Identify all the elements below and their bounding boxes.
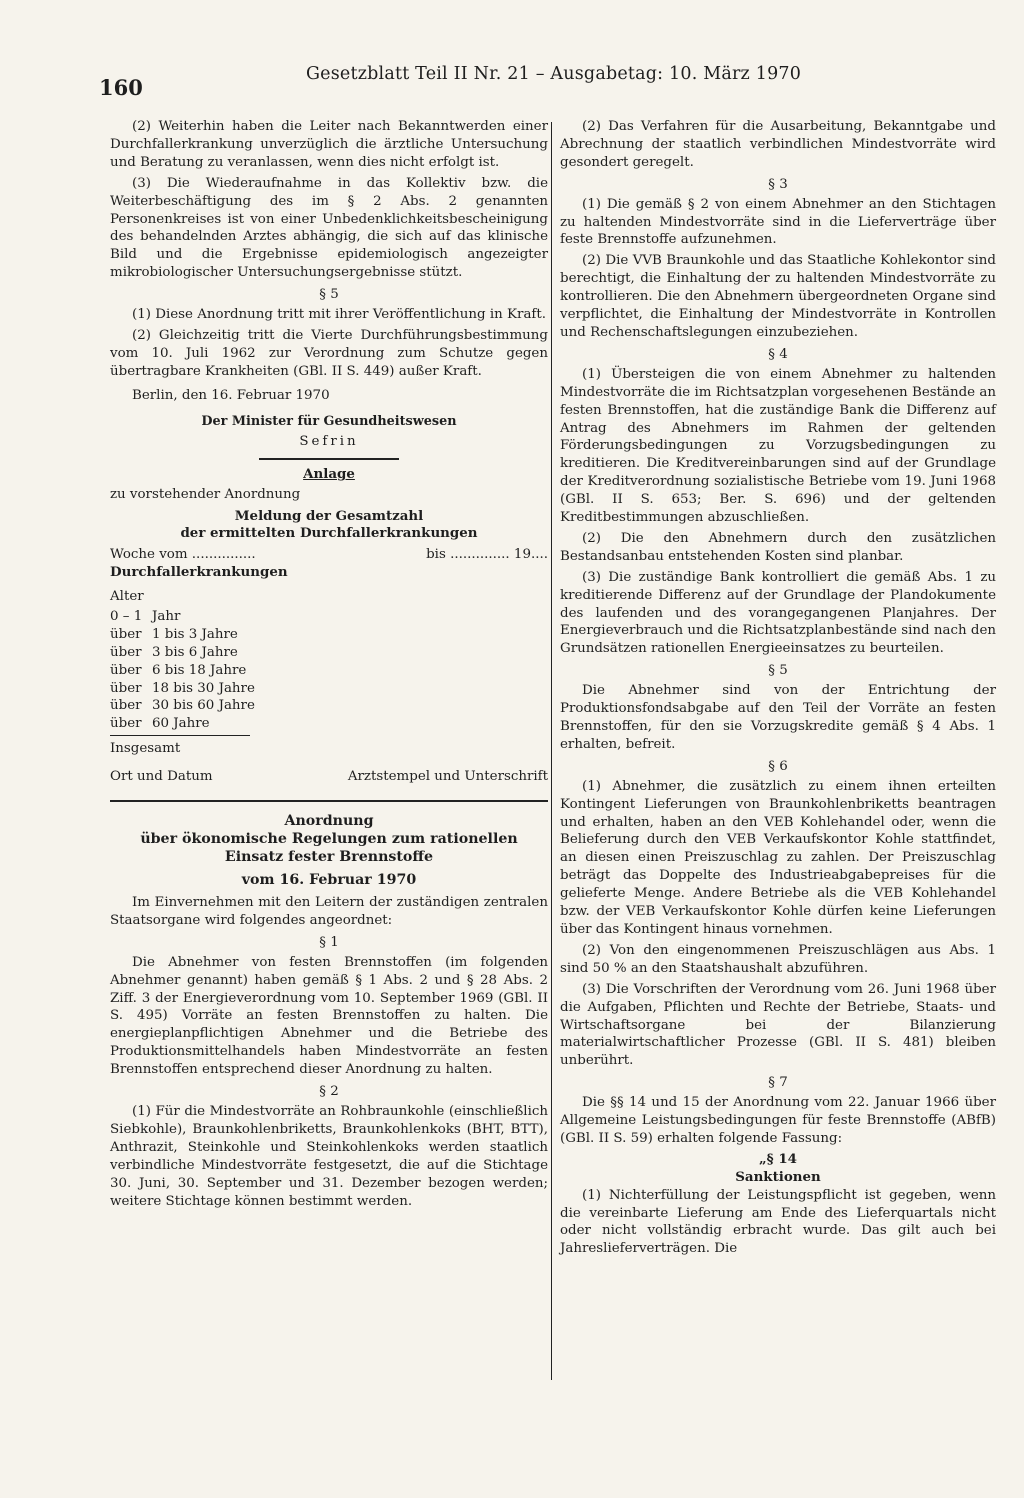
section-heading: § 5 xyxy=(319,287,339,303)
age-label: Alter xyxy=(110,589,144,605)
section-heading: § 6 xyxy=(768,758,788,774)
paragraph: (2) Die den Abnehmern durch den zusätzlichen Bestandsanbau entstehenden Kosten sind planbar. xyxy=(560,530,996,564)
section-subtitle: Sanktionen xyxy=(735,1168,821,1185)
paragraph: (3) Die zuständige Bank kontrolliert die gemäß Abs. 1 zu kreditierende Differenz auf der Grundlage der Plandokumente des laufenden und des vorangegangenen Planjahres. Der Energieverbrauch und die Richtsatzplanbestände sind nach den Grundsätzen rationellen Energieeinsatzes zu beurteilen. xyxy=(560,569,996,657)
running-head: Gesetzblatt Teil II Nr. 21 – Ausgabetag: 10. März 1970 xyxy=(306,64,802,84)
paragraph: (1) Für die Mindestvorräte an Rohbraunkohle (einschließlich Siebkohle), Braunkohlenbriketts, Braunkohlenkoks (BHT, BTT), Anthrazit, Steinkohle und Steinkohlenkoks werden staatlich verbindliche Mindestvorräte festgesetzt, die auf die Stichtage 30. Juni, 30. September und 31. Dezember bezogen werden; weitere Stichtage können bestimmt werden. xyxy=(110,1103,548,1209)
age-row: über 60 Jahre xyxy=(110,716,210,732)
annex-title: Anlage xyxy=(303,466,355,483)
paragraph: (3) Die Vorschriften der Verordnung vom 26. Juni 1968 über die Aufgaben, Pflichten und Rechte der Betriebe, Staats- und Wirtschaftsorgane bei der Bilanzierung materialwirtschaftlicher Prozesse (GBl. II S. 481) bleiben unberührt. xyxy=(560,981,996,1069)
ordinance-title-line: über ökonomische Regelungen zum rationellen xyxy=(140,831,518,848)
paragraph: (2) Gleichzeitig tritt die Vierte Durchführungsbestimmung vom 10. Juli 1962 zur Verordnung zum Schutze gegen übertragbare Krankheiten (GBl. II S. 449) außer Kraft. xyxy=(110,327,548,379)
section-heading: § 4 xyxy=(768,346,788,362)
week-line xyxy=(110,546,548,564)
paragraph: Die §§ 14 und 15 der Anordnung vom 22. Januar 1966 über Allgemeine Leistungsbedingungen für feste Brennstoffe (ABfB) (GBl. II S. 59) erhalten folgende Fassung: xyxy=(560,1095,996,1146)
ordinance-title-line: Anordnung xyxy=(284,813,374,830)
section-heading: § 5 xyxy=(768,663,788,679)
paragraph: Die Abnehmer sind von der Entrichtung der Produktionsfondsabgabe auf den Teil der Vorräte an festen Brennstoffen, für den sie Vorzugskredite gemäß § 4 Abs. 1 erhalten, befreit. xyxy=(560,683,996,752)
column-divider xyxy=(551,122,552,1380)
divider xyxy=(259,458,399,460)
ordinance-title-line: Einsatz fester Brennstoffe xyxy=(224,849,434,866)
form-title-line: der ermittelten Durchfallerkrankungen xyxy=(180,525,478,542)
signature-row xyxy=(110,768,548,786)
diseases-label: Durchfallerkrankungen xyxy=(110,564,288,581)
total-label: Insgesamt xyxy=(110,741,181,757)
place-date: Berlin, den 16. Februar 1970 xyxy=(132,387,330,403)
section-heading: § 2 xyxy=(319,1084,339,1100)
paragraph: (3) Die Wiederaufnahme in das Kollektiv bzw. die Weiterbeschäftigung des im § 2 Abs. 2 genannten Personenkreises ist von einer Unbedenklichkeitsbescheinigung des behandelnden Arztes abhängig, die sich auf das klinische Bild und die Ergebnisse epidemiologisch angezeigter mikrobiologischer Untersuchungsergebnisse stützt. xyxy=(110,175,548,281)
signatory: Sefrin xyxy=(299,433,359,449)
section-heading: § 1 xyxy=(319,934,339,950)
left-column xyxy=(110,118,548,1213)
age-row: über 30 bis 60 Jahre xyxy=(110,698,255,714)
paragraph: (2) Die VVB Braunkohle und das Staatliche Kohlekontor sind berechtigt, die Einhaltung der zu haltenden Mindestvorräte zu kontrollieren. Die den Abnehmern übergeordneten Organe sind verpflichtet, die Einhaltung der Mindestvorräte in Kontrollen und Rechenschaftslegungen einzubeziehen. xyxy=(560,253,996,340)
section-heading: „§ 14 xyxy=(758,1150,797,1167)
age-row: über 3 bis 6 Jahre xyxy=(110,644,238,660)
page-number: 160 xyxy=(99,75,143,100)
paragraph: (2) Weiterhin haben die Leiter nach Bekanntwerden einer Durchfallerkrankung unverzüglich die ärztliche Untersuchung und Beratung zu veranlassen, wenn dies nicht erfolgt ist. xyxy=(110,119,548,170)
paragraph: Im Einvernehmen mit den Leitern der zuständigen zentralen Staatsorgane wird folgendes angeordnet: xyxy=(110,895,548,928)
week-from: Woche vom ............... xyxy=(110,547,256,563)
week-to: bis .............. 19.... xyxy=(426,547,548,563)
form-title-line: Meldung der Gesamtzahl xyxy=(234,508,424,525)
place-date-field: Ort und Datum xyxy=(110,769,213,785)
age-row: über 18 bis 30 Jahre xyxy=(110,680,255,696)
age-row: über 6 bis 18 Jahre xyxy=(110,662,247,678)
minister-title: Der Minister für Gesundheitswesen xyxy=(201,413,457,429)
stamp-field: Arztstempel und Unterschrift xyxy=(347,769,548,785)
paragraph: (1) Die gemäß § 2 von einem Abnehmer an den Stichtagen zu haltenden Mindestvorräte sind in die Lieferverträge über feste Brennstoffe aufzunehmen. xyxy=(560,196,996,248)
ordinance-date: vom 16. Februar 1970 xyxy=(241,872,417,889)
paragraph: Die Abnehmer von festen Brennstoffen (im folgenden Abnehmer genannt) haben gemäß § 1 Abs. 2 und § 28 Abs. 2 Ziff. 3 der Energieverordnung vom 10. September 1969 (GBl. II S. 495) Vorräte an festen Brennstoffen zu halten. Die energieplanpflichtigen Abnehmer und die Betriebe des Produktionsmittelhandels haben Mindestvorräte an festen Brennstoffen entsprechend dieser Anordnung zu halten. xyxy=(110,954,548,1078)
right-column xyxy=(560,118,996,1261)
paragraph: (1) Nichterfüllung der Leistungspflicht ist gegeben, wenn die vereinbarte Lieferung am Ende des Lieferquartals nicht oder nicht vollständig erbracht wurde. Das gilt auch bei Jahreslieferverträgen. Die xyxy=(560,1187,996,1257)
ordinance-title xyxy=(110,812,548,866)
paragraph: (1) Diese Anordnung tritt mit ihrer Veröffentlichung in Kraft. xyxy=(132,307,547,323)
age-row: 0 – 1 Jahr xyxy=(110,608,181,624)
age-list xyxy=(110,608,548,733)
age-row: über 1 bis 3 Jahre xyxy=(110,626,238,642)
section-divider xyxy=(110,800,548,802)
paragraph: (1) Abnehmer, die zusätzlich zu einem ihnen erteilten Kontingent Lieferungen von Braunkohlenbriketts beantragen und erhalten, haben an den VEB Kohlehandel oder, wenn die Belieferung durch den VEB Verkaufskontor Kohle stattfindet, an diesen einen Preiszuschlag zu zahlen. Der Preiszuschlag beträgt das Doppelte des Industrieabgabepreises für die gelieferte Menge. Andere Betriebe als die VEB Kohlehandel bzw. der VEB Verkaufskontor Kohle dürfen keine Lieferungen über das Kontingent hinaus vornehmen. xyxy=(560,778,996,937)
form-title xyxy=(110,508,548,542)
paragraph: (2) Das Verfahren für die Ausarbeitung, Bekanntgabe und Abrechnung der staatlich verbindlichen Mindestvorräte wird gesondert geregelt. xyxy=(560,119,996,170)
divider xyxy=(110,735,250,736)
annex-subtitle: zu vorstehender Anordnung xyxy=(110,487,301,503)
section-heading: § 7 xyxy=(768,1075,788,1091)
paragraph: (2) Von den eingenommenen Preiszuschlägen aus Abs. 1 sind 50 % an den Staatshaushalt abzuführen. xyxy=(560,942,996,976)
paragraph: (1) Übersteigen die von einem Abnehmer zu haltenden Mindestvorräte die im Richtsatzplan vorgesehenen Bestände an festen Brennstoffen, hat die zuständige Bank die Differenz auf Antrag des Abnehmers im Rahmen der geltenden Förderungsbedingungen zu Vorzugsbedingungen zu kreditieren. Die Kreditvereinbarungen sind auf der Grundlage der Kreditverordnung sozialistische Betriebe vom 19. Juni 1968 (GBl. II S. 653; Ber. S. 696) und der geltenden Kreditbestimmungen abzuschließen. xyxy=(560,366,996,526)
section-heading: § 3 xyxy=(768,176,788,192)
